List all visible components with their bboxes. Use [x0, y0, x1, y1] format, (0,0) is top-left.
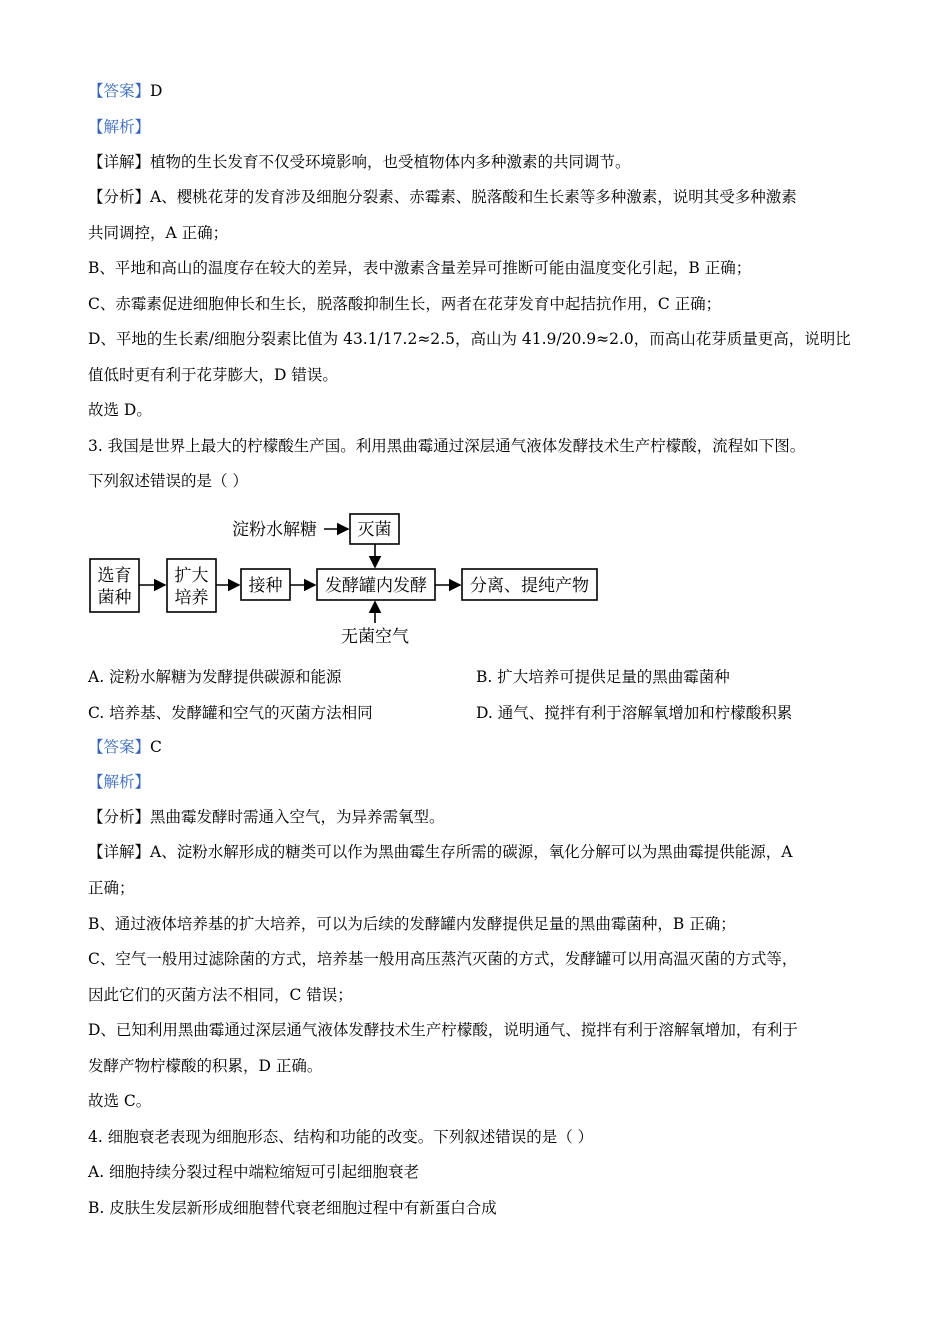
- sterilize-label: 灭菌: [357, 520, 392, 540]
- detail-line: C、空气一般用过滤除菌的方式，培养基一般用高压蒸汽灭菌的方式，发酵罐可以用高温灭菌的方式等，: [88, 950, 798, 968]
- air-label: 无菌空气: [341, 627, 409, 647]
- question-3-stem: 下列叙述错误的是（ ）: [88, 472, 248, 490]
- choice-line: 故选 C。: [88, 1092, 152, 1110]
- detail-line: 发酵产物柠檬酸的积累，D 正确。: [88, 1057, 323, 1075]
- expand-culture-label: 培养: [174, 588, 209, 608]
- question-4-stem: 4. 细胞衰老表现为细胞形态、结构和功能的改变。下列叙述错误的是（ ）: [88, 1128, 594, 1146]
- inoculate-label: 接种: [248, 576, 283, 596]
- option-b: B. 扩大培养可提供足量的黑曲霉菌种: [476, 668, 730, 686]
- answer-line: 【答案】D: [88, 82, 163, 100]
- analysis-heading: 【解析】: [88, 118, 151, 136]
- detail-line: D、已知利用黑曲霉通过深层通气液体发酵技术生产柠檬酸，说明通气、搅拌有利于溶解氧增加，有利于: [88, 1021, 798, 1039]
- flow-diagram: [80, 505, 620, 655]
- analysis-line: C、赤霉素促进细胞伸长和生长，脱落酸抑制生长，两者在花芽发育中起拮抗作用，C 正确；: [88, 295, 722, 313]
- analysis-line: D、平地的生长素/细胞分裂素比值为 43.1/17.2≈2.5，高山为 41.9/20.9≈2.0，而高山花芽质量更高，说明比: [88, 330, 851, 348]
- select-strain-label: 选育: [97, 566, 132, 586]
- option-c: C. 培养基、发酵罐和空气的灭菌方法相同: [88, 704, 373, 722]
- select-strain-label: 菌种: [97, 588, 132, 608]
- option-d: D. 通气、搅拌有利于溶解氧增加和柠檬酸积累: [476, 704, 793, 722]
- analysis-line: B、平地和高山的温度存在较大的差异，表中激素含量差异可推断可能由温度变化引起，B 正确；: [88, 259, 752, 277]
- analysis-heading: 【解析】: [88, 773, 151, 791]
- detail-line: 因此它们的灭菌方法不相同，C 错误；: [88, 986, 353, 1004]
- question-4-option-a: A. 细胞持续分裂过程中端粒缩短可引起细胞衰老: [88, 1163, 420, 1181]
- answer-line: 【答案】C: [88, 738, 162, 756]
- detail-line: 【详解】植物的生长发育不仅受环境影响，也受植物体内多种激素的共同调节。: [88, 153, 631, 171]
- ferment-label: 发酵罐内发酵: [325, 576, 427, 596]
- analysis-line: 共同调控，A 正确；: [88, 224, 229, 242]
- analysis-line: 【分析】A、樱桃花芽的发育涉及细胞分裂素、赤霉素、脱落酸和生长素等多种激素，说明其受多种激素: [88, 188, 797, 206]
- expand-culture-label: 扩大: [174, 566, 209, 586]
- question-3-stem: 3. 我国是世界上最大的柠檬酸生产国。利用黑曲霉通过深层通气液体发酵技术生产柠檬酸，流程如下图。: [88, 437, 806, 455]
- separate-label: 分离、提纯产物: [470, 576, 589, 596]
- detail-line: 【详解】A、淀粉水解形成的糖类可以作为黑曲霉生存所需的碳源，氧化分解可以为黑曲霉提供能源，A: [88, 843, 793, 861]
- detail-line: B、通过液体培养基的扩大培养，可以为后续的发酵罐内发酵提供足量的黑曲霉菌种，B 正确；: [88, 915, 736, 933]
- option-a: A. 淀粉水解糖为发酵提供碳源和能源: [88, 668, 342, 686]
- question-4-option-b: B. 皮肤生发层新形成细胞替代衰老细胞过程中有新蛋白合成: [88, 1199, 497, 1217]
- analysis-line: 【分析】黑曲霉发酵时需通入空气，为异养需氧型。: [88, 808, 445, 826]
- choice-line: 故选 D。: [88, 401, 152, 419]
- starch-label: 淀粉水解糖: [232, 520, 317, 540]
- detail-line: 正确；: [88, 879, 135, 897]
- analysis-line: 值低时更有利于花芽膨大，D 错误。: [88, 366, 338, 384]
